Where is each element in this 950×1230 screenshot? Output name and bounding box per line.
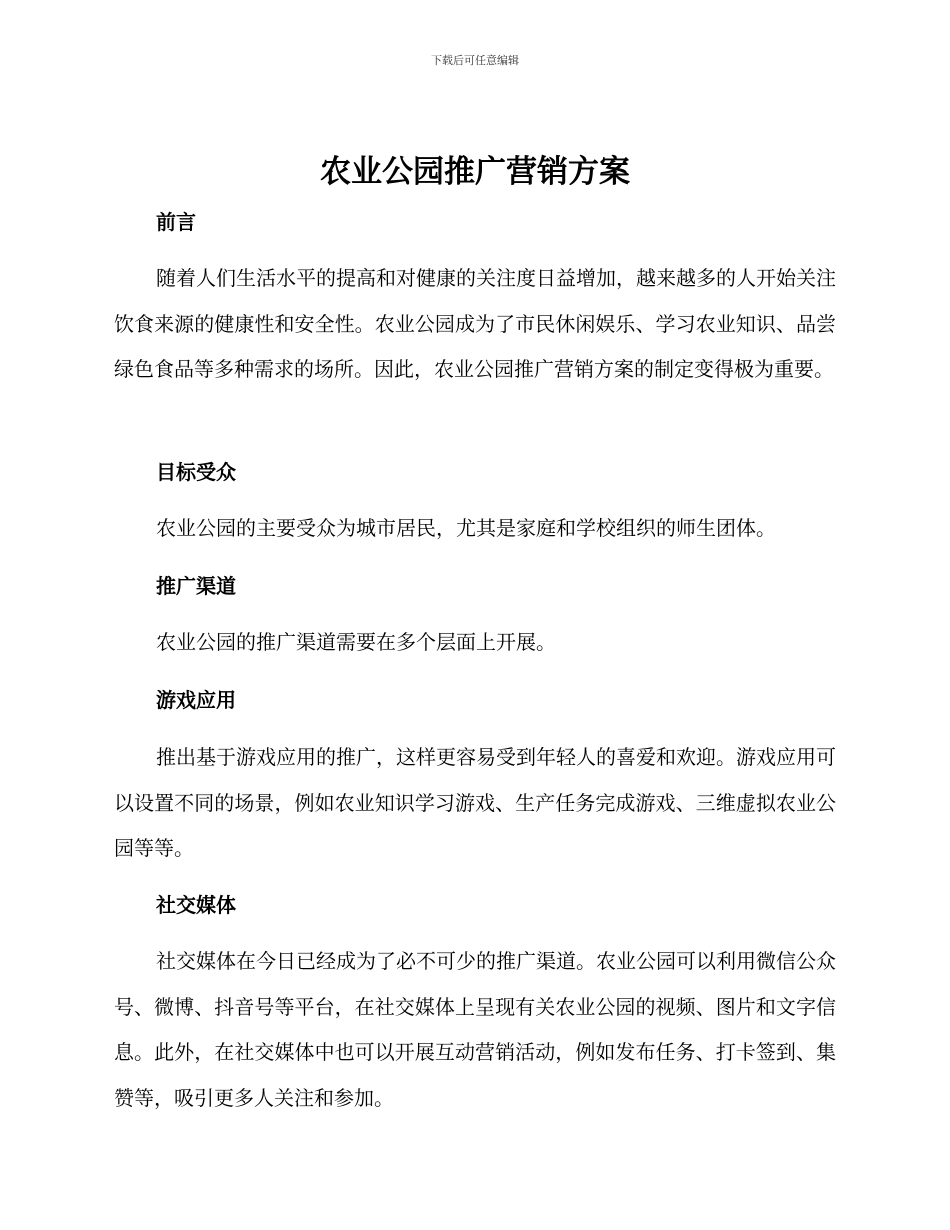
section-heading-promotion-channels: 推广渠道 bbox=[156, 574, 236, 598]
page-header-note: 下载后可任意编辑 bbox=[431, 54, 519, 67]
section-heading-game-apps: 游戏应用 bbox=[156, 688, 236, 712]
section-paragraph-social-media: 社交媒体在今日已经成为了必不可少的推广渠道。农业公园可以利用微信公众号、微博、抖音号等平台，在社交媒体上呈现有关农业公园的视频、图片和文字信息。此外，在社交媒体中也可以开展互动营销活动，例如发布任务、打卡签到、集赞等，吸引更多人关注和参加。 bbox=[114, 949, 836, 1110]
document-title: 农业公园推广营销方案 bbox=[320, 154, 630, 190]
section-paragraph-game-apps: 推出基于游戏应用的推广，这样更容易受到年轻人的喜爱和欢迎。游戏应用可以设置不同的场景，例如农业知识学习游戏、生产任务完成游戏、三维虚拟农业公园等等。 bbox=[114, 745, 836, 860]
section-heading-target-audience: 目标受众 bbox=[156, 460, 236, 484]
section-heading-preface: 前言 bbox=[156, 210, 196, 234]
section-heading-social-media: 社交媒体 bbox=[156, 893, 236, 917]
section-paragraph-promotion-channels: 农业公园的推广渠道需要在多个层面上开展。 bbox=[156, 630, 556, 654]
section-paragraph-target-audience: 农业公园的主要受众为城市居民，尤其是家庭和学校组织的师生团体。 bbox=[156, 516, 776, 540]
section-paragraph-preface: 随着人们生活水平的提高和对健康的关注度日益增加，越来越多的人开始关注饮食来源的健康性和安全性。农业公园成为了市民休闲娱乐、学习农业知识、品尝绿色食品等多种需求的场所。因此，农业公园推广营销方案的制定变得极为重要。 bbox=[114, 266, 836, 381]
